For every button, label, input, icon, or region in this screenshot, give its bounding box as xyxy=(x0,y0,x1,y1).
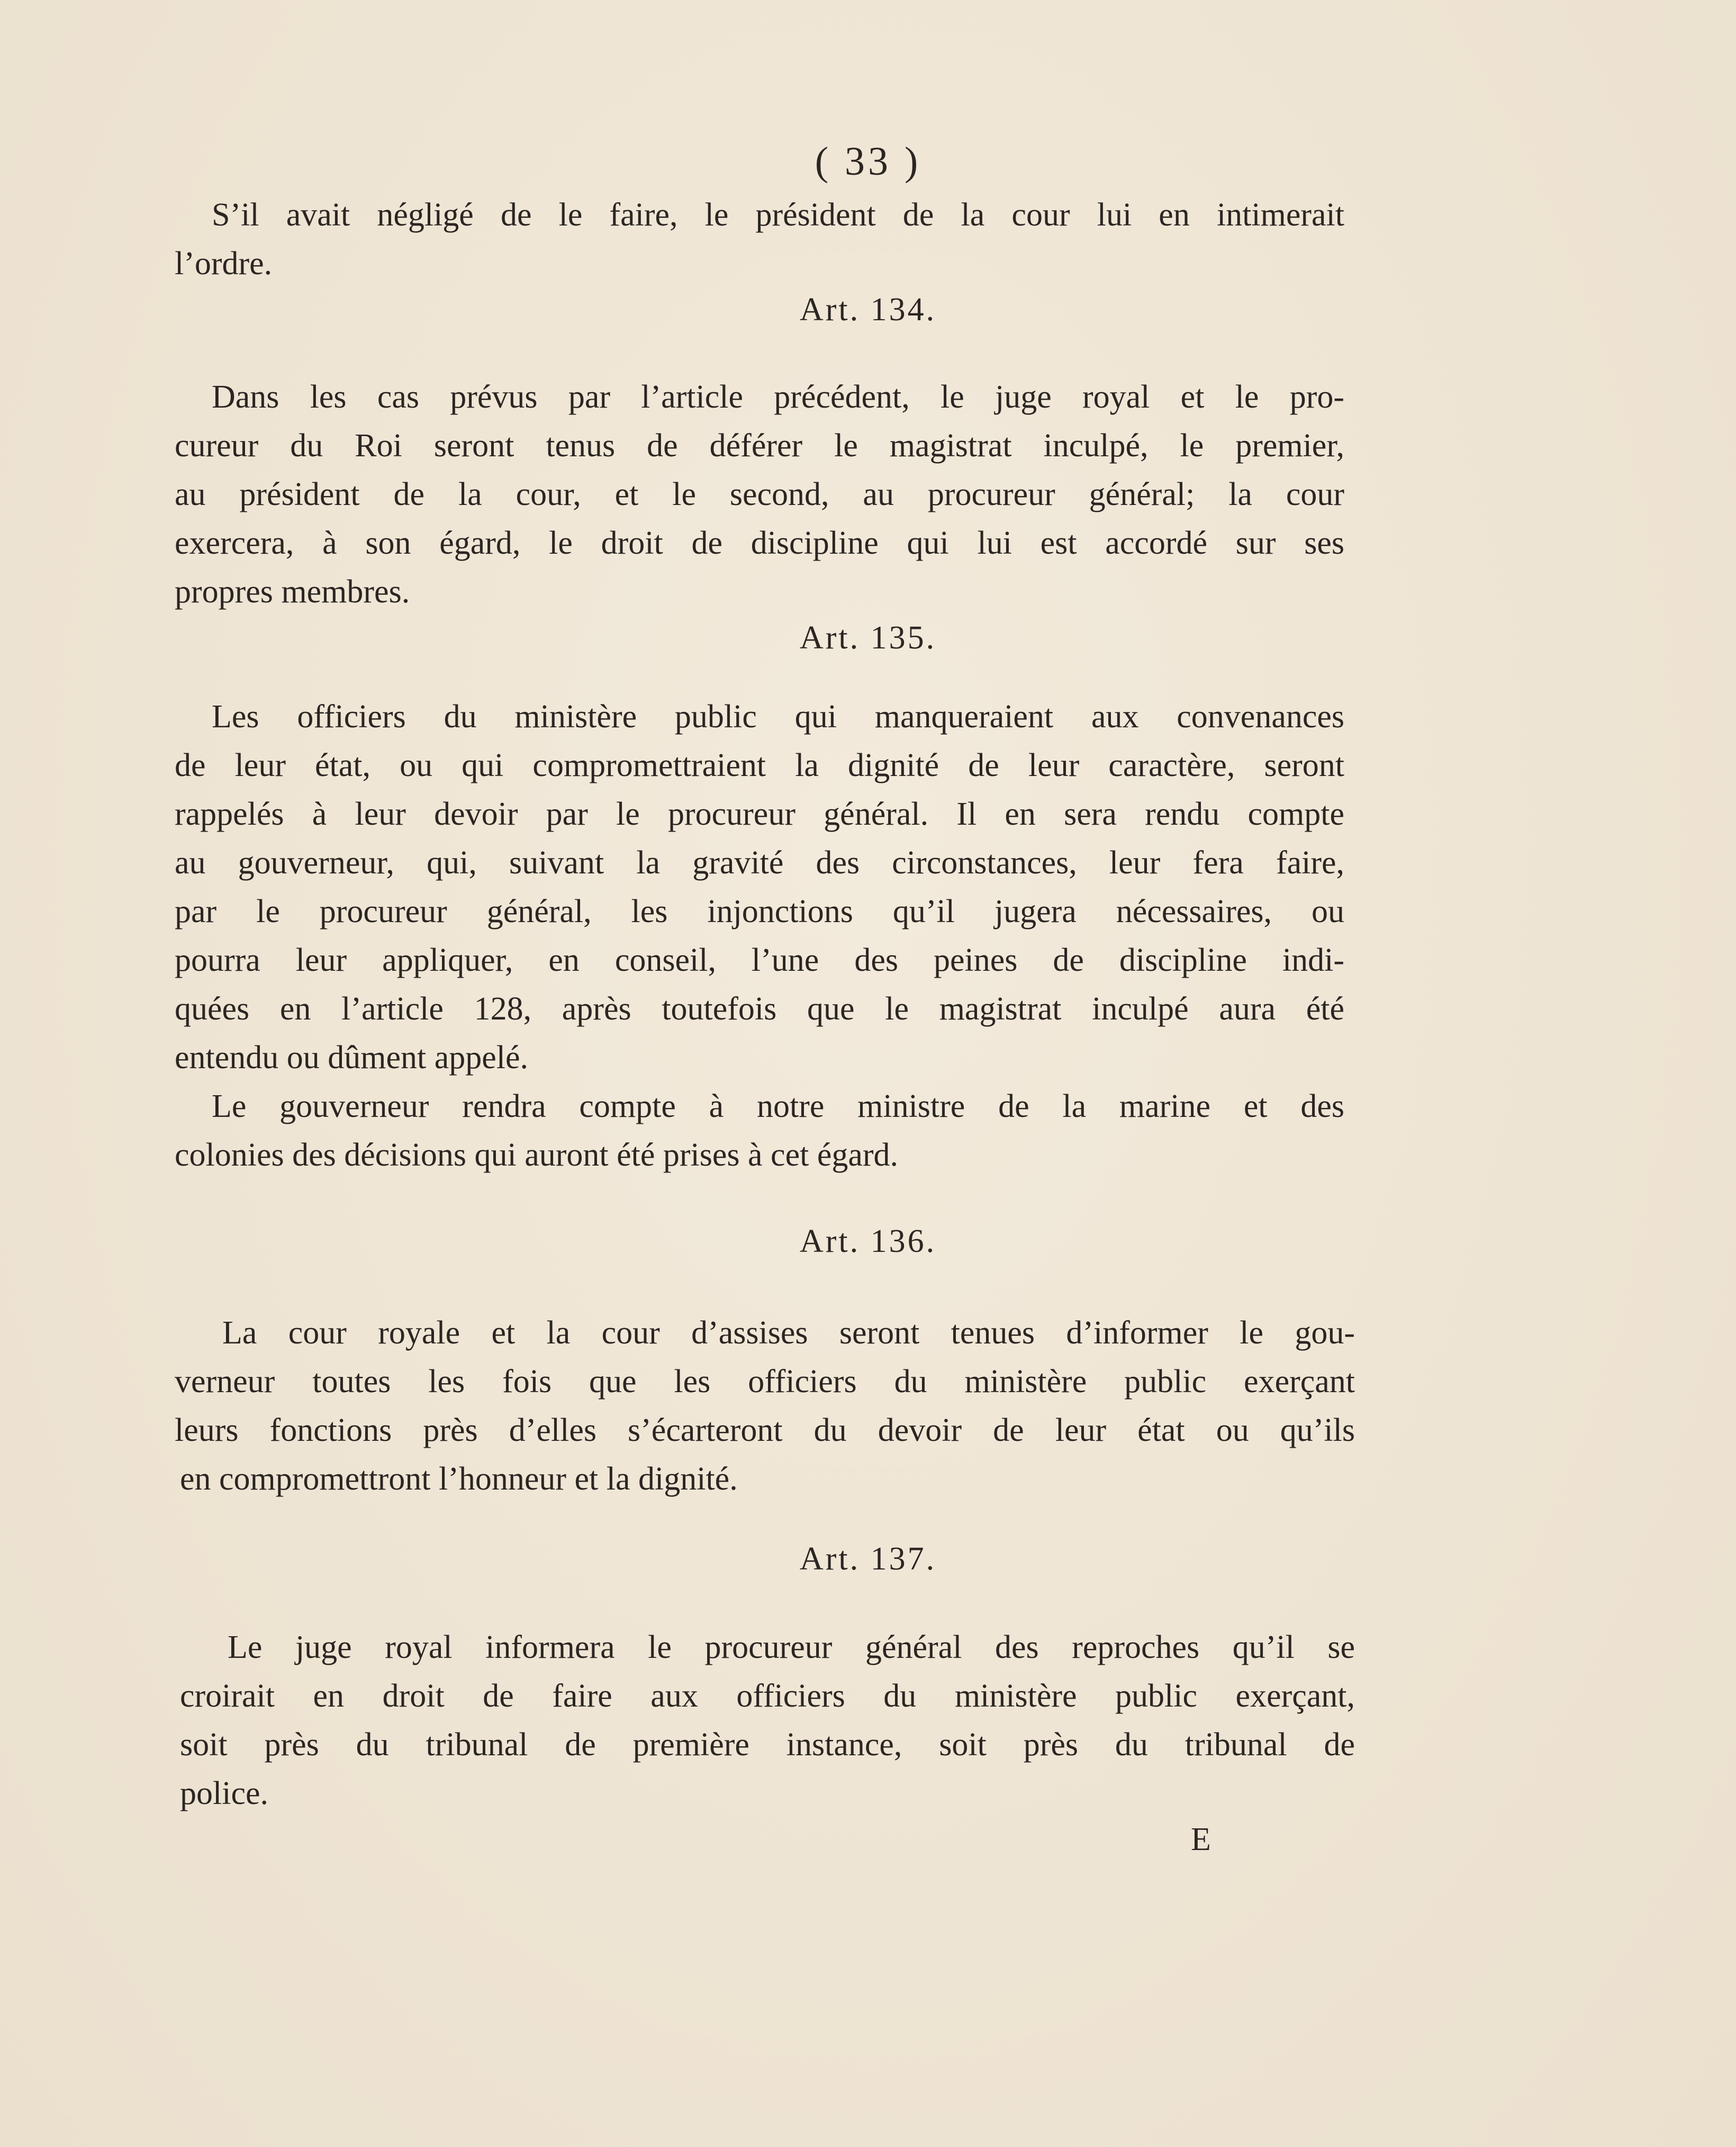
text-line: S’il avait négligé de le faire, le président de la cour lui en intimerait xyxy=(212,197,1344,233)
text-line: verneur toutes les fois que les officiers du ministère public exerçant xyxy=(175,1364,1355,1400)
text-line: croirait en droit de faire aux officiers du ministère public exerçant, xyxy=(180,1678,1355,1714)
page-number: ( 33 ) xyxy=(815,139,921,184)
text-line: entendu ou dûment appelé. xyxy=(175,1040,529,1076)
text-line: de leur état, ou qui compromettraient la dignité de leur caractère, seront xyxy=(175,747,1344,783)
article-137-heading: Art. 137. xyxy=(799,1541,937,1577)
text-line: exercera, à son égard, le droit de discipline qui lui est accordé sur ses xyxy=(175,525,1344,561)
text-line: propres membres. xyxy=(175,574,410,610)
article-134-heading: Art. 134. xyxy=(799,292,937,328)
text-line: Dans les cas prévus par l’article précédent, le juge royal et le pro- xyxy=(212,379,1344,415)
text-line: Le gouverneur rendra compte à notre ministre de la marine et des xyxy=(212,1088,1344,1124)
signature-mark: E xyxy=(1191,1821,1211,1857)
text-line: soit près du tribunal de première instance, soit près du tribunal de xyxy=(180,1727,1355,1763)
text-line: rappelés à leur devoir par le procureur général. Il en sera rendu compte xyxy=(175,796,1344,832)
text-line: au président de la cour, et le second, au procureur général; la cour xyxy=(175,476,1344,512)
text-line: Les officiers du ministère public qui manqueraient aux convenances xyxy=(212,699,1344,735)
text-line: en compromettront l’honneur et la dignité. xyxy=(180,1461,738,1497)
text-line: leurs fonctions près d’elles s’écarteront du devoir de leur état ou qu’ils xyxy=(175,1412,1355,1448)
text-line: pourra leur appliquer, en conseil, l’une des peines de discipline indi- xyxy=(175,942,1344,978)
text-line: l’ordre. xyxy=(175,246,273,282)
text-line: cureur du Roi seront tenus de déférer le magistrat inculpé, le premier, xyxy=(175,428,1344,464)
article-135-heading: Art. 135. xyxy=(799,620,937,656)
article-136-heading: Art. 136. xyxy=(799,1223,937,1259)
text-line: par le procureur général, les injonctions qu’il jugera nécessaires, ou xyxy=(175,894,1344,930)
text-line: police. xyxy=(180,1775,268,1811)
text-line: Le juge royal informera le procureur général des reproches qu’il se xyxy=(228,1629,1355,1665)
text-line: au gouverneur, qui, suivant la gravité des circonstances, leur fera faire, xyxy=(175,845,1344,881)
text-line: La cour royale et la cour d’assises seront tenues d’informer le gou- xyxy=(222,1315,1355,1351)
text-line: quées en l’article 128, après toutefois que le magistrat inculpé aura été xyxy=(175,991,1344,1027)
text-line: colonies des décisions qui auront été prises à cet égard. xyxy=(175,1137,898,1173)
